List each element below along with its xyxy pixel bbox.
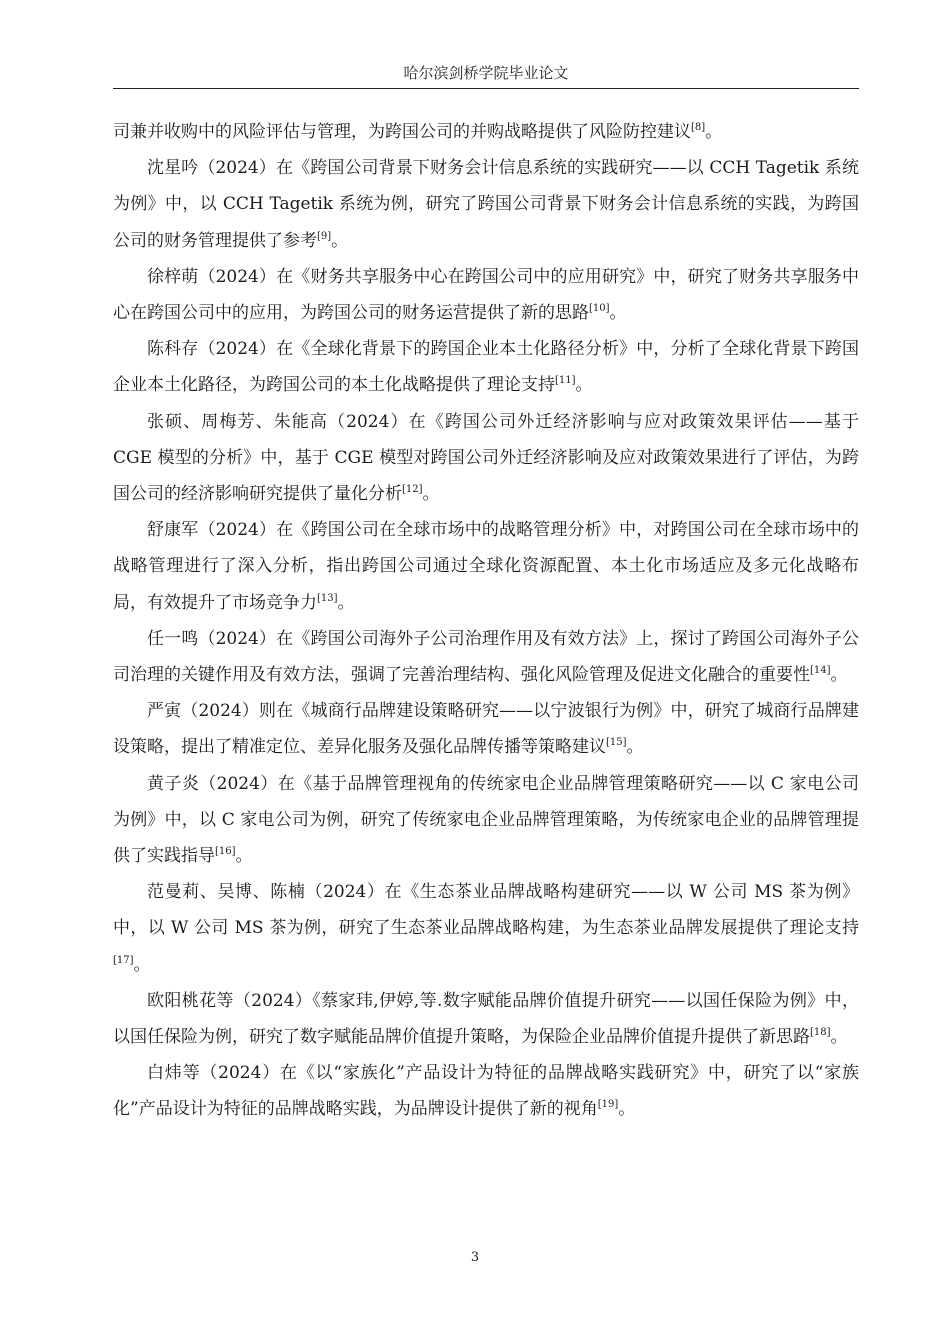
citation-ref: [11] [555, 375, 576, 387]
citation-ref: [12] [402, 484, 423, 496]
citation-ref: [15] [606, 737, 627, 749]
paragraph-end: 。 [830, 665, 848, 686]
paragraph [113, 259, 859, 331]
paragraph-end: 。 [705, 122, 723, 142]
citation-ref: [17] [113, 954, 134, 966]
paragraph-end: 。 [618, 1099, 636, 1120]
paragraph [113, 114, 859, 150]
paragraph-text: 沈星吟（2024）在《跨国公司背景下财务会计信息系统的实践研究——以 CCH Tagetik 系统为例》中，以 CCH Tagetik 系统为例，研究了跨国公司背景下财务会计信息系统的实践，为跨国公司的财务管理提供了参考 [113, 158, 859, 251]
paragraph [113, 512, 859, 621]
paragraph-end: 。 [575, 375, 593, 396]
paragraph [113, 404, 859, 513]
paragraph-text: 任一鸣（2024）在《跨国公司海外子公司治理作用及有效方法》上，探讨了跨国公司海外子公司治理的关键作用及有效方法，强调了完善治理结构、强化风险管理及促进文化融合的重要性 [113, 628, 859, 686]
paragraph-end: 。 [337, 592, 355, 613]
paragraph-text: 徐梓萌（2024）在《财务共享服务中心在跨国公司中的应用研究》中，研究了财务共享服务中心在跨国公司中的应用，为跨国公司的财务运营提供了新的思路 [113, 266, 859, 324]
paragraph-text: 欧阳桃花等（2024）《蔡家玮,伊婷,等.数字赋能品牌价值提升研究——以国任保险为例》中，以国任保险为例，研究了数字赋能品牌价值提升策略，为保险企业品牌价值提升提供了新思路 [113, 990, 859, 1048]
citation-ref: [8] [691, 122, 706, 133]
paragraph-text: 严寅（2024）则在《城商行品牌建设策略研究——以宁波银行为例》中，研究了城商行品牌建设策略，提出了精准定位、差异化服务及强化品牌传播等策略建议 [113, 701, 859, 758]
paragraph [113, 150, 859, 259]
paragraph-end: 。 [422, 484, 440, 505]
paragraph-text: 白炜等（2024）在《以“家族化”产品设计为特征的品牌战略实践研究》中，研究了以“家族化”产品设计为特征的品牌战略实践，为品牌设计提供了新的视角 [113, 1063, 859, 1120]
page-number: 3 [470, 1250, 480, 1265]
paragraph-end: 。 [830, 1027, 848, 1048]
paragraph [113, 766, 859, 875]
citation-ref: [9] [317, 230, 332, 242]
body-text [113, 114, 859, 1128]
paragraph [113, 1055, 859, 1127]
paragraph [113, 331, 859, 403]
paragraph-text: 舒康军（2024）在《跨国公司在全球市场中的战略管理分析》中，对跨国公司在全球市场中的战略管理进行了深入分析，指出跨国公司通过全球化资源配置、本土化市场适应及多元化战略布局，有效提升了市场竞争力 [113, 520, 859, 613]
citation-ref: [18] [810, 1027, 831, 1039]
citation-ref: [10] [589, 303, 610, 315]
citation-ref: [16] [215, 846, 236, 858]
paragraph [113, 621, 859, 693]
header-rule [113, 88, 859, 89]
paragraph-text: 陈科存（2024）在《全球化背景下的跨国企业本土化路径分析》中，分析了全球化背景下跨国企业本土化路径，为跨国公司的本土化战略提供了理论支持 [113, 339, 859, 396]
paragraph-end: 。 [609, 303, 627, 324]
paragraph-text: 张硕、周梅芳、朱能高（2024）在《跨国公司外迁经济影响与应对政策效果评估——基于 CGE 模型的分析》中，基于 CGE 模型对跨国公司外迁经济影响及应对政策效果进行了评估，为跨国公司的经济影响研究提供了量化分析 [113, 411, 859, 505]
paragraph [113, 874, 859, 983]
citation-ref: [19] [597, 1099, 619, 1111]
paragraph-text: 范曼莉、吴博、陈楠（2024）在《生态茶业品牌战略构建研究——以 W 公司 MS 茶为例》中，以 W 公司 MS 茶为例，研究了生态茶业品牌战略构建，为生态茶业品牌发展提供了理论支持 [113, 882, 859, 939]
paragraph-text: 黄子炎（2024）在《基于品牌管理视角的传统家电企业品牌管理策略研究——以 C 家电公司为例》中，以 C 家电公司为例，研究了传统家电企业品牌管理策略，为传统家电企业的品牌管理提供了实践指导 [113, 773, 859, 867]
running-header: 哈尔滨剑桥学院毕业论文 [403, 64, 569, 82]
citation-ref: [13] [317, 592, 338, 604]
paragraph [113, 693, 859, 765]
paragraph-end: 。 [235, 846, 253, 867]
paragraph-text: 司兼并收购中的风险评估与管理，为跨国公司的并购战略提供了风险防控建议 [113, 122, 691, 142]
paragraph-end: 。 [133, 954, 151, 975]
paragraph-end: 。 [626, 737, 644, 758]
paragraph [113, 983, 859, 1055]
citation-ref: [14] [810, 665, 831, 677]
paragraph-end: 。 [331, 230, 349, 251]
